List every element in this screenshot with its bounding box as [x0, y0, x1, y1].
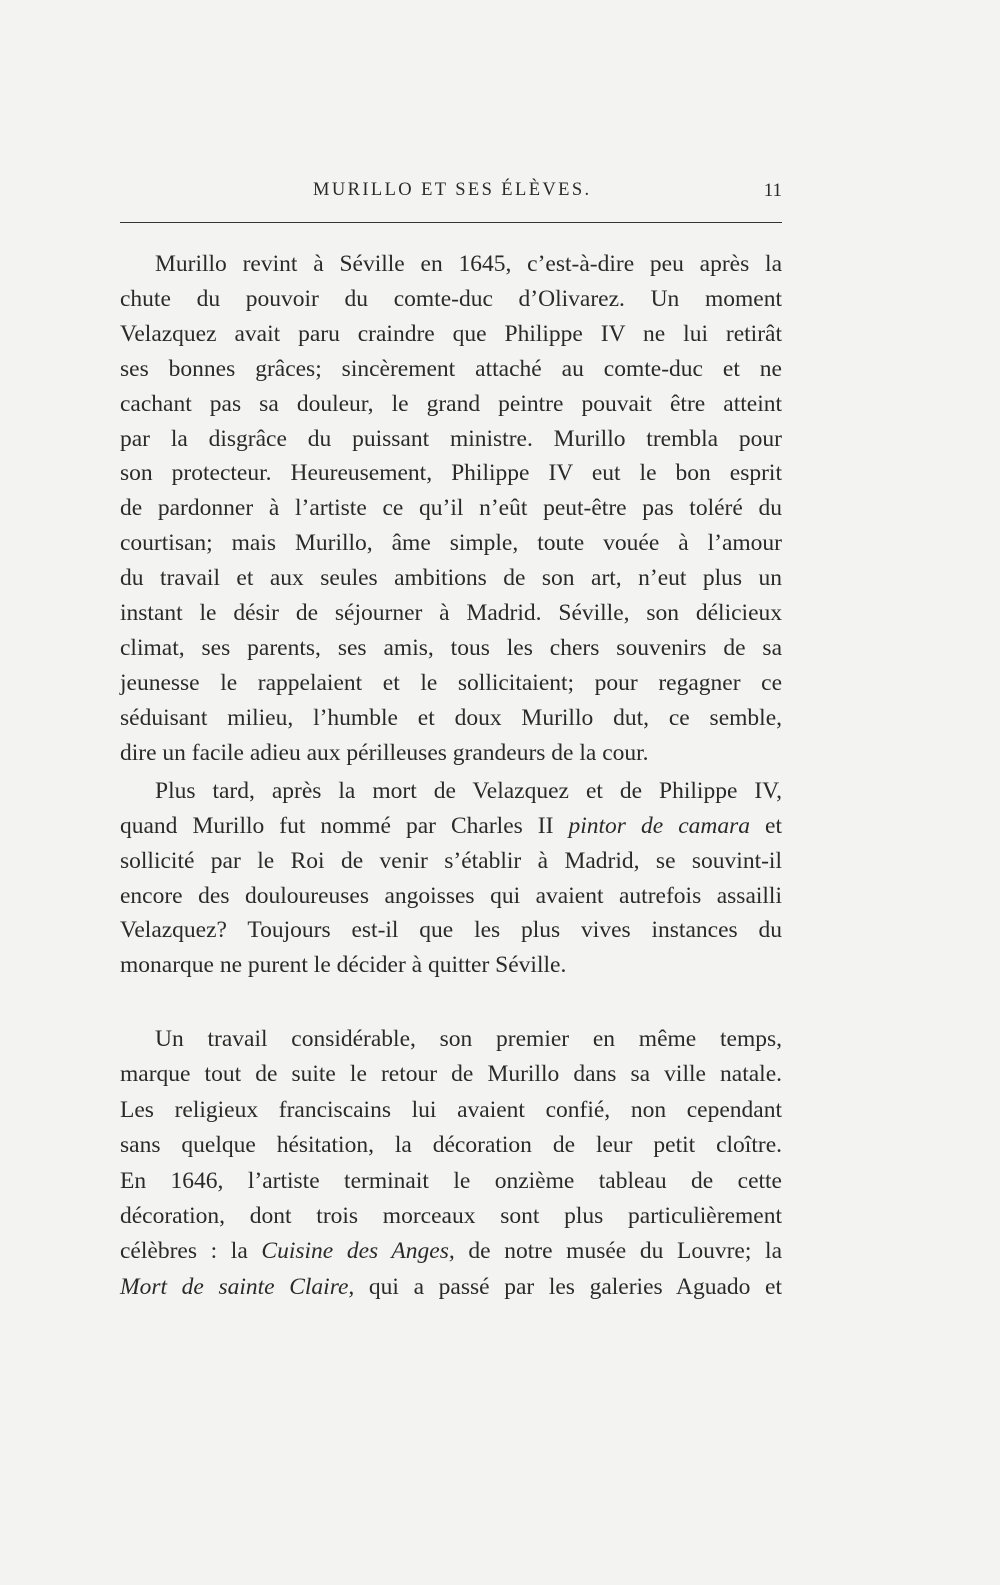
text-line [120, 700, 782, 736]
text-run: Murillo revint à Séville en 1645, c’est-à-dire peu après la [155, 251, 782, 277]
text-run: dire un facile adieu aux périlleuses grandeurs de la cour. [120, 739, 649, 766]
text-run: et [750, 812, 782, 839]
text-line [120, 878, 782, 914]
text-run: séduisant milieu, l’humble et doux Murillo dut, ce semble, [120, 704, 782, 731]
header-rule [120, 222, 782, 223]
running-title: MURILLO ET SES ÉLÈVES. [313, 180, 592, 200]
text-run: de pardonner à l’artiste ce qu’il n’eût peut-être pas toléré du [120, 495, 782, 522]
text-line [120, 843, 782, 879]
text-line [120, 735, 782, 771]
text-line [120, 281, 782, 317]
text-line [120, 1198, 782, 1234]
text-line [155, 246, 782, 282]
running-head [120, 180, 782, 210]
text-run: décoration, dont trois morceaux sont plus particulièrement [120, 1203, 782, 1229]
text-run: jeunesse le rappelaient et le sollicitaient; pour regagner ce [120, 669, 782, 696]
text-run: ses bonnes grâces; sincèrement attaché au comte-duc et ne [120, 355, 782, 382]
text-line [120, 351, 782, 387]
text-line [120, 1056, 782, 1092]
text-run: sans quelque hésitation, la décoration de leur petit cloître. [120, 1132, 782, 1159]
text-line [120, 316, 782, 352]
paragraph-1 [120, 246, 782, 780]
text-line [155, 773, 782, 809]
text-run: Les religieux franciscains lui avaient confié, non cependant [120, 1096, 782, 1123]
text-line [155, 1021, 782, 1057]
text-run: chute du pouvoir du comte-duc d’Olivarez. Un moment [120, 285, 782, 312]
text-run: Plus tard, après la mort de Velazquez et de Philippe IV, [155, 778, 782, 804]
text-run: par la disgrâce du puissant ministre. Murillo trembla pour [120, 425, 782, 452]
text-run: de notre musée du Louvre; la [454, 1238, 783, 1265]
text-line [120, 421, 782, 457]
text-run: En 1646, l’artiste terminait le onzième tableau de cette [120, 1167, 782, 1194]
text-line [120, 630, 782, 666]
paragraph-3 [120, 1021, 782, 1314]
text-run: marque tout de suite le retour de Murillo dans sa ville natale. [120, 1061, 782, 1088]
page-number: 11 [763, 180, 782, 201]
text-line [120, 808, 782, 844]
text-run: monarque ne purent le décider à quitter Séville. [120, 952, 567, 979]
text-run: Velazquez avait paru craindre que Philippe IV ne lui retirât [120, 320, 782, 347]
text-line [120, 1163, 782, 1199]
text-run: célèbres : la [120, 1238, 262, 1265]
text-line [120, 525, 782, 561]
italic-text: pintor de camara [568, 812, 750, 839]
text-run: quand Murillo fut nommé par Charles II [120, 812, 569, 839]
text-run: instant le désir de séjourner à Madrid. Séville, son délicieux [120, 600, 782, 626]
text-line [120, 1092, 782, 1128]
text-line [120, 1233, 782, 1269]
text-line [120, 1127, 782, 1163]
text-line [120, 912, 782, 948]
text-line [120, 665, 782, 701]
text-run: Un travail considérable, son premier en même temps, [155, 1026, 782, 1052]
paragraph-2 [120, 773, 782, 992]
text-line [120, 386, 782, 422]
text-run: du travail et aux seules ambitions de son art, n’eut plus un [120, 565, 782, 592]
text-line [120, 560, 782, 596]
text-run: climat, ses parents, ses amis, tous les chers souvenirs de sa [120, 634, 782, 661]
text-line [120, 1269, 782, 1305]
italic-text: Cuisine des Anges, [261, 1238, 455, 1265]
text-line [120, 947, 782, 983]
text-run: encore des douloureuses angoisses qui avaient autrefois assailli [120, 882, 782, 909]
text-run: Velazquez? Toujours est-il que les plus vives instances du [120, 917, 782, 944]
text-line [120, 490, 782, 526]
text-run: son protecteur. Heureusement, Philippe IV eut le bon esprit [120, 460, 782, 487]
text-run: cachant pas sa douleur, le grand peintre pouvait être atteint [120, 390, 782, 417]
text-line [120, 455, 782, 491]
italic-text: Mort de sainte Claire, [120, 1273, 355, 1300]
text-run: qui a passé par les galeries Aguado et [354, 1273, 782, 1300]
text-run: courtisan; mais Murillo, âme simple, toute vouée à l’amour [120, 530, 782, 557]
text-run: sollicité par le Roi de venir s’établir à Madrid, se souvint-il [120, 847, 782, 874]
text-line [120, 595, 782, 631]
